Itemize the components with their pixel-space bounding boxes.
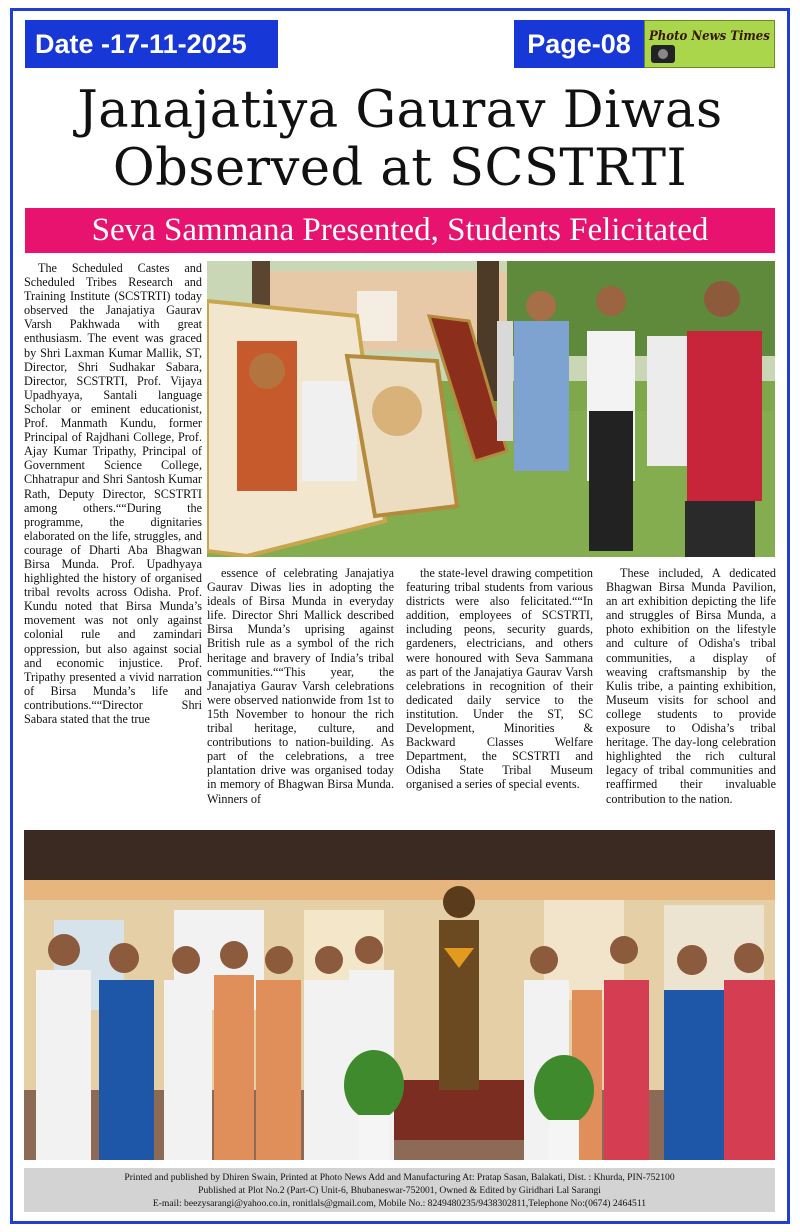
footer-line-1: Printed and published by Dhiren Swain, Printed at Photo News Add and Manufacturing At: Pratap Sasan, Balakati, Dist. : Khurda, PIN-752100 <box>124 1172 675 1183</box>
photo-news-times-logo <box>644 20 775 68</box>
headline <box>20 82 780 198</box>
article-column-1 <box>24 261 202 826</box>
article-text: The Scheduled Castes and Scheduled Tribes Research and Training Institute (SCSTRTI) today observed the Janajatiya Gaurav Varsh Pakhwada with great enthusiasm. The event was graced by Shri Laxman Kumar Mallik, ST, Director, Shri Sudhakar Sabara, Director, SCSTRTI, Prof. Vijaya Upadhyaya, Santali language Scholar or eminent educationist, Prof. Manmath Kundu, former Principal of Rajdhani College, Prof. Ajay Kumar Tripathy, Principal of Government Science College, Chhatrapur and Shri Santosh Kumar Rath, Deputy Director, SCSTRTI among others.““During the programme, the dignitaries elaborated on the life, struggles, and courage of Dharti Aba Bhagwan Birsa Munda. Prof. Upadhyaya highlighted the history of organised tribal revolts across Odisha. Prof. Kundu noted that Birsa Munda’s movement was not only against colonial rule and zamindari oppression, but also against social and economic injustice. Prof. Tripathy presented a vivid narration of Birsa Munda’s life and contributions.““Director Shri Sabara stated that the true <box>24 261 202 726</box>
imprint-footer <box>24 1168 775 1212</box>
group-photo-with-statue <box>24 830 775 1160</box>
article-text: These included, A dedicated Bhagwan Birsa Munda Pavilion, an art exhibition depicting the life and struggles of Birsa Munda, a photo exhibition on the lifestyle and culture of Odisha's tribal communities, a display of weaving craftsmanship by the Kulis tribe, a painting exhibition, Museum visits for school and college students to provide exposure to Odisha’s tribal heritage. The day-long celebration highlighted the rich cultural legacy of tribal communities and reaffirmed their invaluable contribution to the nation. <box>606 566 776 806</box>
article-column-3 <box>406 566 593 824</box>
headline-line-1: Janajatiya Gaurav Diwas <box>77 81 723 140</box>
camera-icon <box>651 45 675 63</box>
exhibition-photo <box>207 261 775 557</box>
article-column-2 <box>207 566 394 824</box>
date-label: Date -17-11-2025 <box>25 20 278 68</box>
article-column-4 <box>606 566 776 824</box>
article-text: the state-level drawing competition featuring tribal students from various districts were also felicitated.““In addition, employees of SCSTRTI, including peons, security guards, gardeners, electricians, and others were honoured with Seva Sammana as part of the Janajatiya Gaurav Varsh celebrations in recognition of their dedicated daily service to the institution. Under the ST, SC Development, Minorities & Backward Classes Welfare Department, the SCSTRTI and Odisha State Tribal Museum organised a series of special events. <box>406 566 593 792</box>
page-number: Page-08 <box>514 20 644 68</box>
headline-line-2: Observed at SCSTRTI <box>112 139 688 198</box>
article-text: essence of celebrating Janajatiya Gaurav Diwas lies in adopting the ideals of Birsa Munda in everyday life. Director Shri Mallick described Birsa Munda’s uprising against British rule as a symbol of the rich heritage and bravery of India’s tribal communities.““This year, the Janajatiya Gaurav Varsh celebrations were observed nationwide from 1st to 15th November to honour the rich tribal heritage, culture, and contributions to nation-building. As part of the celebrations, a tree plantation drive was organised today in memory of Bhagwan Birsa Munda. Winners of <box>207 566 394 806</box>
logo-text: Photo News Times <box>649 29 770 44</box>
footer-line-3: E-mail: beezysarangi@yahoo.co.in, ronitlals@gmail.com, Mobile No.: 8249480235/9438302811,Telephone No:(0674) 2464511 <box>152 1198 647 1209</box>
footer-line-2: Published at Plot No.2 (Part-C) Unit-6, Bhubaneswar-752001, Owned & Edited by Giridhari Lal Sarangi <box>198 1185 601 1196</box>
subheadline-banner: Seva Sammana Presented, Students Felicitated <box>25 208 775 253</box>
